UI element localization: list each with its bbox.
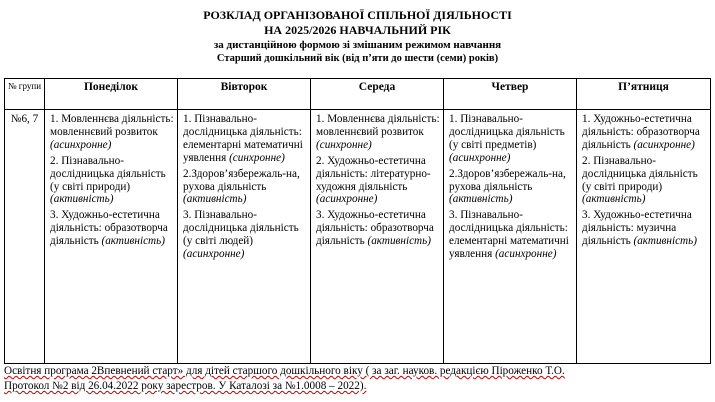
- activity-item: [449, 209, 573, 261]
- school-year: НА 2025/2026 НАВЧАЛЬНИЙ РІК: [264, 23, 451, 37]
- schedule-table: [4, 78, 711, 364]
- day-header-tuesday: Вівторок: [178, 79, 311, 110]
- activity-format: (асинхронне): [316, 193, 378, 206]
- activity-item: [316, 155, 440, 207]
- activity-format: (активність): [367, 235, 431, 248]
- schedule-title: РОЗКЛАД ОРГАНІЗОВАНОЇ СПІЛЬНОЇ ДІЯЛЬНОСТІ: [203, 8, 512, 22]
- activity-format: (синхронне): [316, 138, 372, 151]
- activity-format: (активність): [183, 193, 247, 206]
- activity-item: [50, 155, 174, 207]
- activity-text: 3. Пізнавально-дослідницька діяльність (у світі людей): [183, 209, 299, 248]
- group-number-header: № групи: [5, 79, 45, 110]
- activity-text: 2. Пізнавально-дослідницька діяльність (у світі природи): [50, 154, 166, 193]
- activity-text: 1. Пізнавально-дослідницька діяльність (у світі предметів): [449, 113, 565, 151]
- table-header-row: [5, 79, 711, 110]
- activity-text: 3. Художньо-естетична діяльність: образотворча діяльність: [316, 209, 434, 248]
- activity-item: [582, 209, 707, 248]
- protocol-reference: Протокол №2 від 26.04.2022 року зарестров. У Каталозі за №1.0008 – 2022).: [4, 380, 367, 392]
- activity-item: [582, 113, 707, 152]
- day-header-monday: Понеділок: [45, 79, 178, 110]
- activity-format: (активність): [633, 235, 697, 248]
- activity-format: (асинхронне): [50, 138, 112, 151]
- age-group-label: Старший дошкільний вік (від п’яти до шести (семи) років): [216, 53, 499, 64]
- wednesday-activities: [311, 110, 444, 364]
- day-header-friday: П’ятниця: [577, 79, 711, 110]
- activity-format: (асинхронне): [633, 138, 695, 151]
- activity-text: 1. Мовленнєва діяльність: мовленнєвий розвиток: [316, 113, 440, 138]
- document-header: [0, 8, 715, 65]
- learning-mode: за дистанційною формою зі змішаним режимом навчання: [213, 39, 502, 51]
- activity-format: (асинхронне): [183, 248, 245, 261]
- activity-item: [449, 168, 573, 207]
- activity-text: 3. Художньо-естетична діяльність: образотворча діяльність: [50, 209, 168, 248]
- activity-text: 2. Пізнавально-дослідницька діяльність (у світі природи): [582, 154, 698, 193]
- day-header-thursday: Четвер: [444, 79, 577, 110]
- activity-format: (активність): [582, 193, 646, 206]
- activity-text: 1. Художньо-естетична діяльність: образотворча діяльність: [582, 113, 700, 151]
- activity-text: 2. Художньо-естетична діяльність: літературно-художня діяльність: [316, 154, 431, 193]
- program-reference: Освітня програма 2Впевнений старт» для дітей старшого дошкільного віку ( за заг. науков. редакцією Піроженко Т.О.: [4, 365, 565, 377]
- activity-item: [183, 168, 307, 207]
- activity-item: [316, 113, 440, 152]
- activity-item: [449, 113, 573, 165]
- activity-item: [50, 113, 174, 152]
- activity-item: [316, 209, 440, 248]
- table-row: [5, 110, 711, 364]
- tuesday-activities: [178, 110, 311, 364]
- activity-text: 2.Здоров’язбережаль-на, рухова діяльність: [183, 167, 300, 193]
- day-header-wednesday: Середа: [311, 79, 444, 110]
- thursday-activities: [444, 110, 577, 364]
- group-number-cell: №6, 7: [5, 110, 45, 364]
- friday-activities: [577, 110, 711, 364]
- activity-format: (асинхронне): [449, 151, 511, 164]
- activity-item: [582, 155, 707, 207]
- activity-text: 1. Мовленнєва діяльність: мовленнєвий розвиток: [50, 113, 174, 138]
- program-footnote: [4, 364, 710, 394]
- monday-activities: [45, 110, 178, 364]
- activity-format: (активність): [101, 235, 165, 248]
- activity-format: (активність): [50, 193, 114, 206]
- activity-text: 2.Здоров’язбережаль-на, рухова діяльність: [449, 167, 566, 193]
- activity-text: 3. Пізнавально-дослідницька діяльність: елементарні математичні уявлення: [449, 209, 569, 261]
- activity-format: (асинхронне): [495, 248, 557, 261]
- activity-item: [183, 209, 307, 261]
- activity-text: 1. Пізнавально-дослідницька діяльність: елементарні математичні уявлення: [183, 113, 303, 164]
- activity-item: [183, 113, 307, 165]
- activity-item: [50, 209, 174, 248]
- activity-text: 3. Художньо-естетична діяльність: музична діяльність: [582, 209, 692, 248]
- activity-format: (активність): [449, 193, 513, 206]
- activity-format: (синхронне): [229, 151, 285, 164]
